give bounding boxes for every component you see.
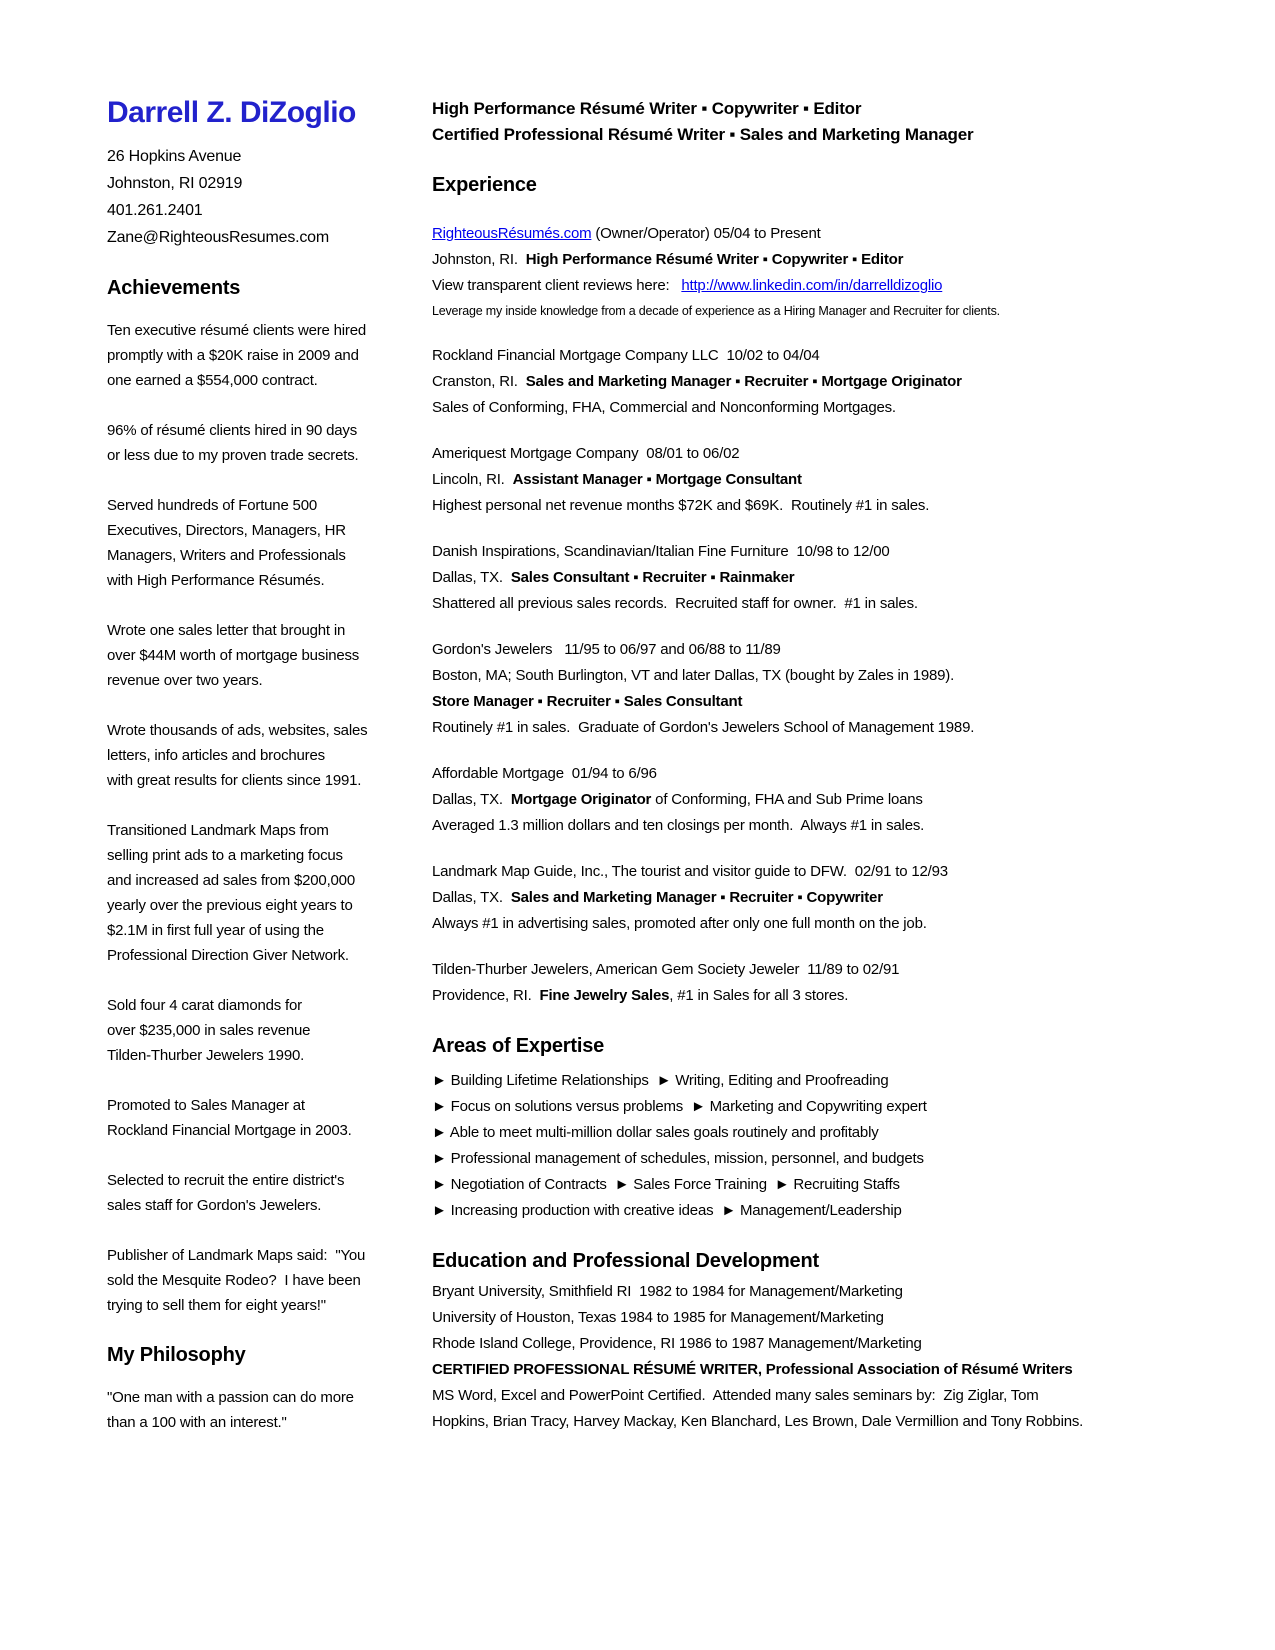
job-location: Cranston, RI. xyxy=(432,373,526,390)
achievement-paragraph: Ten executive résumé clients were hired promptly with a $20K raise in 2009 and one earned a $554,000 contract. xyxy=(107,322,366,389)
job-description: Averaged 1.3 million dollars and ten closings per month. Always #1 in sales. xyxy=(432,817,925,834)
expertise-line: ► Negotiation of Contracts ► Sales Force Training ► Recruiting Staffs xyxy=(432,1176,900,1193)
job-location: Dallas, TX. xyxy=(432,889,511,906)
certification-line: CERTIFIED PROFESSIONAL RÉSUMÉ WRITER, Professional Association of Résumé Writers xyxy=(432,1361,1073,1378)
education-heading: Education and Professional Development xyxy=(432,1250,819,1272)
job-company-line: Danish Inspirations, Scandinavian/Italian Fine Furniture 10/98 to 12/00 xyxy=(432,543,890,560)
left-column xyxy=(107,96,429,1460)
education-line: Rhode Island College, Providence, RI 1986 to 1987 Management/Marketing xyxy=(432,1335,922,1352)
email-address: Zane@RighteousResumes.com xyxy=(107,229,330,246)
job-role-line xyxy=(432,565,1177,591)
address-line-2: Johnston, RI 02919 xyxy=(107,175,243,192)
linkedin-link[interactable]: http://www.linkedin.com/in/darrelldizoglio xyxy=(681,277,943,294)
expertise-heading: Areas of Expertise xyxy=(432,1035,605,1057)
job-company-dates: (Owner/Operator) 05/04 to Present xyxy=(591,225,821,242)
achievement-paragraph: Selected to recruit the entire district's sales staff for Gordon's Jewelers. xyxy=(107,1172,345,1214)
job-role-suffix: , #1 in Sales for all 3 stores. xyxy=(669,987,849,1004)
job-company-line: Rockland Financial Mortgage Company LLC 10/02 to 04/04 xyxy=(432,347,820,364)
expertise-line: ► Focus on solutions versus problems ► Marketing and Copywriting expert xyxy=(432,1098,927,1115)
achievement-paragraph: Wrote one sales letter that brought in over $44M worth of mortgage business revenue over two years. xyxy=(107,622,360,689)
job-company-line xyxy=(432,221,1177,247)
expertise-line: ► Increasing production with creative ideas ► Management/Leadership xyxy=(432,1202,902,1219)
job-role-title: Sales Consultant ▪ Recruiter ▪ Rainmaker xyxy=(510,569,795,586)
experience-entry-affordable-mortgage xyxy=(432,761,1177,839)
job-description: Highest personal net revenue months $72K and $69K. Routinely #1 in sales. xyxy=(432,497,930,514)
achievement-paragraph: Publisher of Landmark Maps said: "You sold the Mesquite Rodeo? I have been trying to sell them for eight years!" xyxy=(107,1247,366,1314)
education-line: Bryant University, Smithfield RI 1982 to 1984 for Management/Marketing xyxy=(432,1283,903,1300)
experience-entry-landmark xyxy=(432,859,1177,937)
right-column xyxy=(432,96,1177,1435)
job-role-line xyxy=(432,885,1177,911)
resume-owner-name: Darrell Z. DiZoglio xyxy=(107,96,356,129)
achievement-paragraph: Promoted to Sales Manager at Rockland Financial Mortgage in 2003. xyxy=(107,1097,352,1139)
job-role-line xyxy=(432,247,1177,273)
job-company-line: Tilden-Thurber Jewelers, American Gem Society Jeweler 11/89 to 02/91 xyxy=(432,961,900,978)
job-role-line xyxy=(432,787,1177,813)
job-company-line: Affordable Mortgage 01/94 to 6/96 xyxy=(432,765,657,782)
address-line-1: 26 Hopkins Avenue xyxy=(107,148,242,165)
job-company-line: Landmark Map Guide, Inc., The tourist and visitor guide to DFW. 02/91 to 12/93 xyxy=(432,863,948,880)
experience-entry-tilden-thurber xyxy=(432,957,1177,1009)
job-location: Providence, RI. xyxy=(432,987,540,1004)
job-description: Always #1 in advertising sales, promoted after only one full month on the job. xyxy=(432,915,927,932)
job-description: Shattered all previous sales records. Recruited staff for owner. #1 in sales. xyxy=(432,595,918,612)
job-note: Leverage my inside knowledge from a decade of experience as a Hiring Manager and Recruiter for clients. xyxy=(432,304,1000,318)
experience-heading: Experience xyxy=(432,174,537,196)
job-role-line xyxy=(432,467,1177,493)
expertise-line: ► Able to meet multi-million dollar sales goals routinely and profitably xyxy=(432,1124,879,1141)
phone-number: 401.261.2401 xyxy=(107,202,203,219)
expertise-line: ► Professional management of schedules, mission, personnel, and budgets xyxy=(432,1150,924,1167)
experience-entry-ameriquest xyxy=(432,441,1177,519)
job-location: Lincoln, RI. xyxy=(432,471,513,488)
expertise-line: ► Building Lifetime Relationships ► Writing, Editing and Proofreading xyxy=(432,1072,889,1089)
experience-entry-gordons-jewelers xyxy=(432,637,1177,741)
job-role-line xyxy=(432,369,1177,395)
job-location: Dallas, TX. xyxy=(432,569,511,586)
achievements-heading: Achievements xyxy=(107,277,241,299)
achievement-paragraph: Sold four 4 carat diamonds for over $235,000 in sales revenue Tilden-Thurber Jewelers 1990. xyxy=(107,997,311,1064)
job-role-line xyxy=(432,983,1177,1009)
expertise-list xyxy=(432,1068,1177,1224)
contact-block xyxy=(107,143,429,251)
job-reviews-line xyxy=(432,273,1177,299)
job-description: Routinely #1 in sales. Graduate of Gordon's Jewelers School of Management 1989. xyxy=(432,719,975,736)
job-role-suffix: of Conforming, FHA and Sub Prime loans xyxy=(651,791,923,808)
experience-entry-rockland xyxy=(432,343,1177,421)
job-company-line: Ameriquest Mortgage Company 08/01 to 06/02 xyxy=(432,445,740,462)
reviews-label: View transparent client reviews here: xyxy=(432,277,682,294)
experience-entry-danish-inspirations xyxy=(432,539,1177,617)
job-role-title: Mortgage Originator xyxy=(510,791,652,808)
job-role-title: Sales and Marketing Manager ▪ Recruiter ▪ Copywriter xyxy=(510,889,883,906)
company-website-link[interactable]: RighteousRésumés.com xyxy=(432,225,592,242)
philosophy-quote: "One man with a passion can do more than a 100 with an interest." xyxy=(107,1389,354,1431)
job-location: Johnston, RI. xyxy=(432,251,526,268)
job-location-line: Boston, MA; South Burlington, VT and later Dallas, TX (bought by Zales in 1989). xyxy=(432,667,955,684)
achievement-paragraph: Transitioned Landmark Maps from selling print ads to a marketing focus and increased ad sales from $200,000 yearly over the previous eight years to $2.1M in first full year of using the Professional Direction Giver Network. xyxy=(107,822,355,964)
education-tail: MS Word, Excel and PowerPoint Certified. Attended many sales seminars by: Zig Ziglar, Tom Hopkins, Brian Tracy, Harvey Mackay, Ken Blanchard, Les Brown, Dale Vermillion and Tony Robbins. xyxy=(432,1387,1084,1430)
experience-entry-righteousresumes xyxy=(432,221,1177,323)
headline-secondary: Certified Professional Résumé Writer ▪ Sales and Marketing Manager xyxy=(432,125,974,144)
job-location: Dallas, TX. xyxy=(432,791,511,808)
philosophy-heading: My Philosophy xyxy=(107,1344,246,1366)
achievement-paragraph: Served hundreds of Fortune 500 Executives, Directors, Managers, HR Managers, Writers and Professionals with High Performance Résumés. xyxy=(107,497,346,589)
job-description: Sales of Conforming, FHA, Commercial and Nonconforming Mortgages. xyxy=(432,399,896,416)
headline-primary: High Performance Résumé Writer ▪ Copywriter ▪ Editor xyxy=(432,99,862,118)
job-role-title: Sales and Marketing Manager ▪ Recruiter ▪ Mortgage Originator xyxy=(525,373,962,390)
job-company-line: Gordon's Jewelers 11/95 to 06/97 and 06/88 to 11/89 xyxy=(432,641,781,658)
job-role-title: Assistant Manager ▪ Mortgage Consultant xyxy=(512,471,802,488)
education-block xyxy=(432,1279,1177,1435)
education-line: University of Houston, Texas 1984 to 1985 for Management/Marketing xyxy=(432,1309,884,1326)
job-role-title: Store Manager ▪ Recruiter ▪ Sales Consultant xyxy=(432,693,743,710)
job-role-title: Fine Jewelry Sales xyxy=(539,987,670,1004)
job-role-title: High Performance Résumé Writer ▪ Copywriter ▪ Editor xyxy=(525,251,904,268)
achievement-paragraph: 96% of résumé clients hired in 90 days or less due to my proven trade secrets. xyxy=(107,422,359,464)
achievement-paragraph: Wrote thousands of ads, websites, sales letters, info articles and brochures with great results for clients since 1991. xyxy=(107,722,368,789)
